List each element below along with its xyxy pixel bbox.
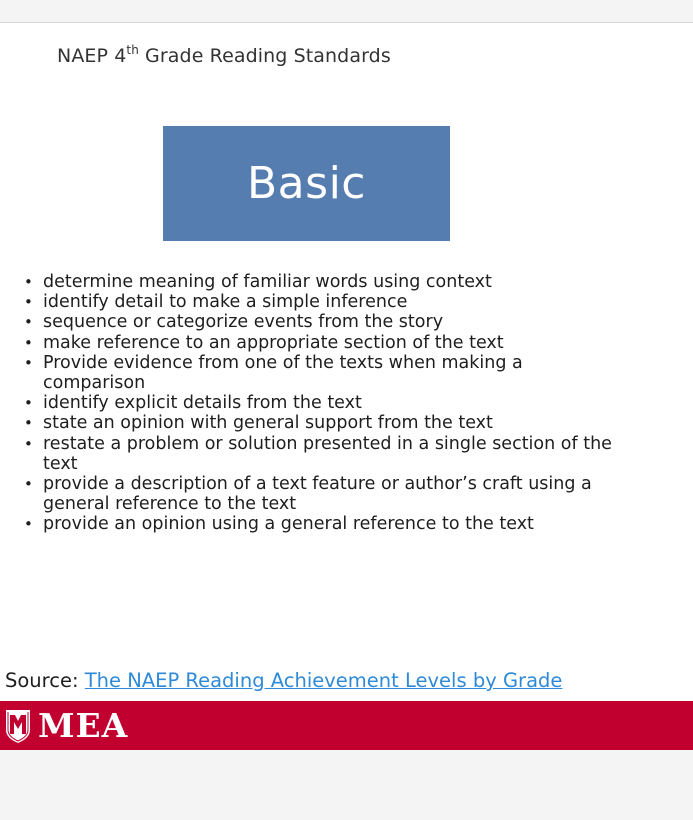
standards-bullet-item <box>24 333 624 353</box>
standards-bullet-item <box>24 292 624 312</box>
bullet-dot: • <box>24 273 33 291</box>
bullet-text: provide an opinion using a general reference to the text <box>43 514 534 535</box>
slide-title-main: NAEP 4 <box>57 45 127 67</box>
source-label: Source: <box>5 669 85 692</box>
bullet-text: identify detail to make a simple inference <box>43 292 408 313</box>
bullet-dot: • <box>24 475 33 494</box>
bullet-dot: • <box>24 293 33 312</box>
bullet-text: make reference to an appropriate section of the text <box>43 332 504 353</box>
bullet-dot: • <box>24 414 33 433</box>
standards-bullet-item <box>24 474 624 514</box>
standards-bullet-item <box>24 514 624 534</box>
source-link[interactable]: The NAEP Reading Achievement Levels by Grade <box>84 669 563 692</box>
bullet-dot: • <box>24 313 33 332</box>
bullet-text: restate a problem or solution presented in a single section of the text <box>43 433 612 474</box>
mea-shield-icon <box>4 708 32 744</box>
slide <box>0 23 693 701</box>
mea-logo <box>4 708 128 744</box>
bullet-dot: • <box>24 353 33 372</box>
top-strip <box>0 0 693 23</box>
slide-title-rest: Grade Reading Standards <box>138 45 391 67</box>
bullet-dot: • <box>24 394 33 413</box>
bullet-text: Provide evidence from one of the texts when making a comparison <box>43 352 523 394</box>
bullet-text: determine meaning of familiar words using context <box>43 272 492 292</box>
standards-bullet-list <box>24 272 624 535</box>
standards-bullet-item <box>24 393 624 413</box>
achievement-level-box <box>163 126 450 241</box>
standards-bullet-item <box>24 353 624 393</box>
bullet-dot: • <box>24 333 33 352</box>
source-line <box>5 669 562 692</box>
bullet-dot: • <box>24 515 33 534</box>
bullet-text: provide a description of a text feature or author’s craft using a general reference to the text <box>43 474 592 515</box>
bullet-text: identify explicit details from the text <box>43 393 362 414</box>
standards-bullet-item <box>24 434 624 474</box>
standards-bullet-item <box>24 272 624 292</box>
mea-logo-text: MEA <box>38 706 129 745</box>
bullet-text: sequence or categorize events from the story <box>43 312 444 333</box>
slide-title <box>57 45 391 67</box>
footer-bar <box>0 701 693 750</box>
bullet-dot: • <box>24 434 33 453</box>
bullet-text: state an opinion with general support from the text <box>43 413 493 434</box>
standards-bullet-item <box>24 312 624 332</box>
achievement-level-label: Basic <box>247 158 366 209</box>
slide-title-superscript: th <box>126 43 139 57</box>
standards-bullet-item <box>24 413 624 433</box>
